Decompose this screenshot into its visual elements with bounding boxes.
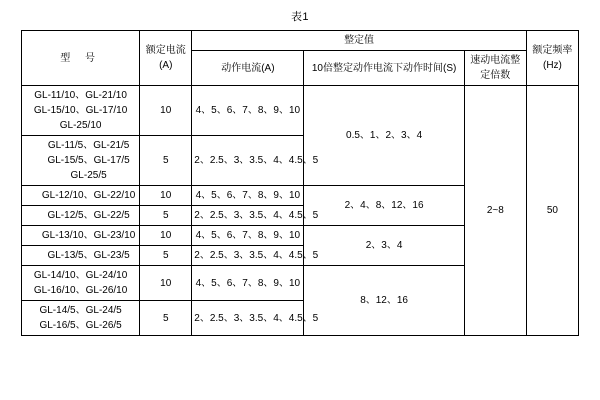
cell-action-current: 2、2.5、3、3.5、4、4.5、5	[192, 301, 304, 336]
model-line: GL-25/5	[70, 170, 107, 181]
cell-rated-current: 5	[140, 136, 192, 186]
cell-rated-current: 10	[140, 186, 192, 206]
model-line: GL-16/10、GL-26/10	[33, 285, 128, 296]
model-line: GL-13/5、GL-23/5	[47, 250, 130, 261]
cell-rated-current: 5	[140, 246, 192, 266]
cell-action-current: 4、5、6、7、8、9、10	[192, 186, 304, 206]
header-time-at-10x: 10倍整定动作电流下动作时间(S)	[304, 51, 464, 86]
header-fast-multiple: 速动电流整定倍数	[464, 51, 526, 86]
model-line: GL-12/5、GL-22/5	[47, 210, 130, 221]
cell-models	[22, 246, 140, 266]
cell-models	[22, 301, 140, 336]
header-model: 型 号	[22, 31, 140, 86]
table-caption: 表1	[290, 11, 310, 23]
model-line: GL-15/10、GL-17/10	[33, 105, 128, 116]
cell-action-current: 4、5、6、7、8、9、10	[192, 226, 304, 246]
header-rated-current: 额定电流(A)	[140, 31, 192, 86]
cell-time-group-2: 2、4、8、12、16	[304, 186, 464, 226]
cell-rated-current: 5	[140, 206, 192, 226]
cell-rated-current: 10	[140, 226, 192, 246]
cell-action-current: 4、5、6、7、8、9、10	[192, 86, 304, 136]
model-line: GL-15/5、GL-17/5	[47, 155, 130, 166]
cell-action-current: 2、2.5、3、3.5、4、4.5、5	[192, 246, 304, 266]
cell-rated-current: 10	[140, 266, 192, 301]
specification-table	[21, 30, 579, 336]
model-line: GL-12/10、GL-22/10	[41, 190, 136, 201]
model-line: GL-14/10、GL-24/10	[33, 270, 128, 281]
model-line: GL-14/5、GL-24/5	[39, 305, 122, 316]
cell-action-current: 4、5、6、7、8、9、10	[192, 266, 304, 301]
cell-rated-frequency: 50	[526, 86, 578, 336]
cell-time-group-3: 2、3、4	[304, 226, 464, 266]
table-row	[22, 86, 579, 136]
cell-models	[22, 206, 140, 226]
header-setting-group: 整定值	[192, 31, 527, 51]
cell-models	[22, 86, 140, 136]
cell-time-group-1: 0.5、1、2、3、4	[304, 86, 464, 186]
cell-models	[22, 226, 140, 246]
table-head	[22, 31, 579, 86]
cell-models	[22, 136, 140, 186]
table-body	[22, 86, 579, 336]
cell-rated-current: 5	[140, 301, 192, 336]
cell-fast-multiple: 2~8	[464, 86, 526, 336]
cell-rated-current: 10	[140, 86, 192, 136]
cell-action-current: 2、2.5、3、3.5、4、4.5、5	[192, 136, 304, 186]
model-line: GL-11/10、GL-21/10	[34, 90, 127, 101]
cell-models	[22, 186, 140, 206]
model-line: GL-13/10、GL-23/10	[41, 230, 136, 241]
header-rated-frequency: 额定频率(Hz)	[526, 31, 578, 86]
cell-time-group-4: 8、12、16	[304, 266, 464, 336]
header-row-1	[22, 31, 579, 51]
cell-models	[22, 266, 140, 301]
cell-action-current: 2、2.5、3、3.5、4、4.5、5	[192, 206, 304, 226]
model-line: GL-11/5、GL-21/5	[47, 140, 130, 151]
header-action-current: 动作电流(A)	[192, 51, 304, 86]
model-line: GL-25/10	[59, 120, 102, 131]
model-line: GL-16/5、GL-26/5	[39, 320, 122, 331]
